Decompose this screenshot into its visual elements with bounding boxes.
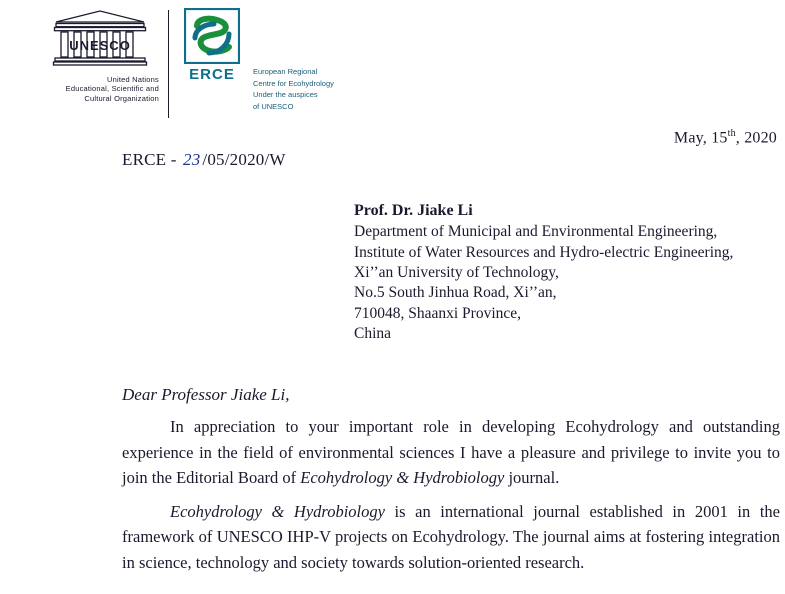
erce-description [253,66,334,113]
erce-description-line-1: European Regional [253,67,318,76]
unesco-caption [41,75,159,103]
letter-body [122,414,780,583]
reference-handwritten-number: 23 [183,150,201,169]
erce-description-line-4: of UNESCO [253,101,294,111]
erce-logo-wrap [181,8,243,83]
date-year: , 2020 [735,129,777,147]
reference-number [122,150,286,170]
addressee-line-3: Xi’’an University of Technology, [354,264,559,282]
svg-text:UNESCO: UNESCO [69,38,131,53]
erce-description-line-2: Centre for Ecohydrology [253,78,334,88]
addressee-line-6: China [354,325,392,343]
erce-acronym: ERCE [189,66,235,83]
erce-swirl-icon [184,8,240,64]
unesco-caption-line-1: United Nations [107,75,159,84]
unesco-logo-block [40,8,168,103]
date-text: May, 15 [673,129,728,147]
date-ordinal: th [727,128,736,139]
letterhead-divider [168,10,169,118]
salutation: Dear Professor Jiake Li, [122,385,290,404]
body-paragraph: Ecohydrology & Hydrobiology is an international journal established in 2001 in the framework of UNESCO IHP-V projects on Ecohydrology. The journal aims at fostering integration in science, technology and society towards solution-oriented research. [122,501,780,572]
addressee-line-2: Institute of Water Resources and Hydro-electric Engineering, [354,243,734,261]
body-paragraph: In appreciation to your important role in developing Ecohydrology and outstanding experience in the field of environmental sciences I have a pleasure and privilege to invite you to join the Editorial Board of Ecohydrology & Hydrobiology journal. [122,417,780,488]
reference-prefix: ERCE - [122,150,182,169]
addressee-line-5: 710048, Shaanxi Province, [354,304,522,322]
erce-description-line-3: Under the auspices [253,90,318,100]
addressee-name: Prof. Dr. Jiake Li [354,202,473,219]
letterhead [40,8,334,116]
letter-date [674,128,777,147]
unesco-caption-line-3: Cultural Organization [84,93,159,103]
reference-suffix: /05/2020/W [202,150,286,169]
unesco-caption-line-2: Educational, Scientific and [65,84,159,94]
addressee-line-4: No.5 South Jinhua Road, Xi’’an, [354,284,557,302]
addressee-line-1: Department of Municipal and Environmental Engineering, [354,223,718,241]
erce-logo-block [181,8,334,113]
unesco-temple-icon [52,8,148,70]
addressee-block [354,200,774,345]
